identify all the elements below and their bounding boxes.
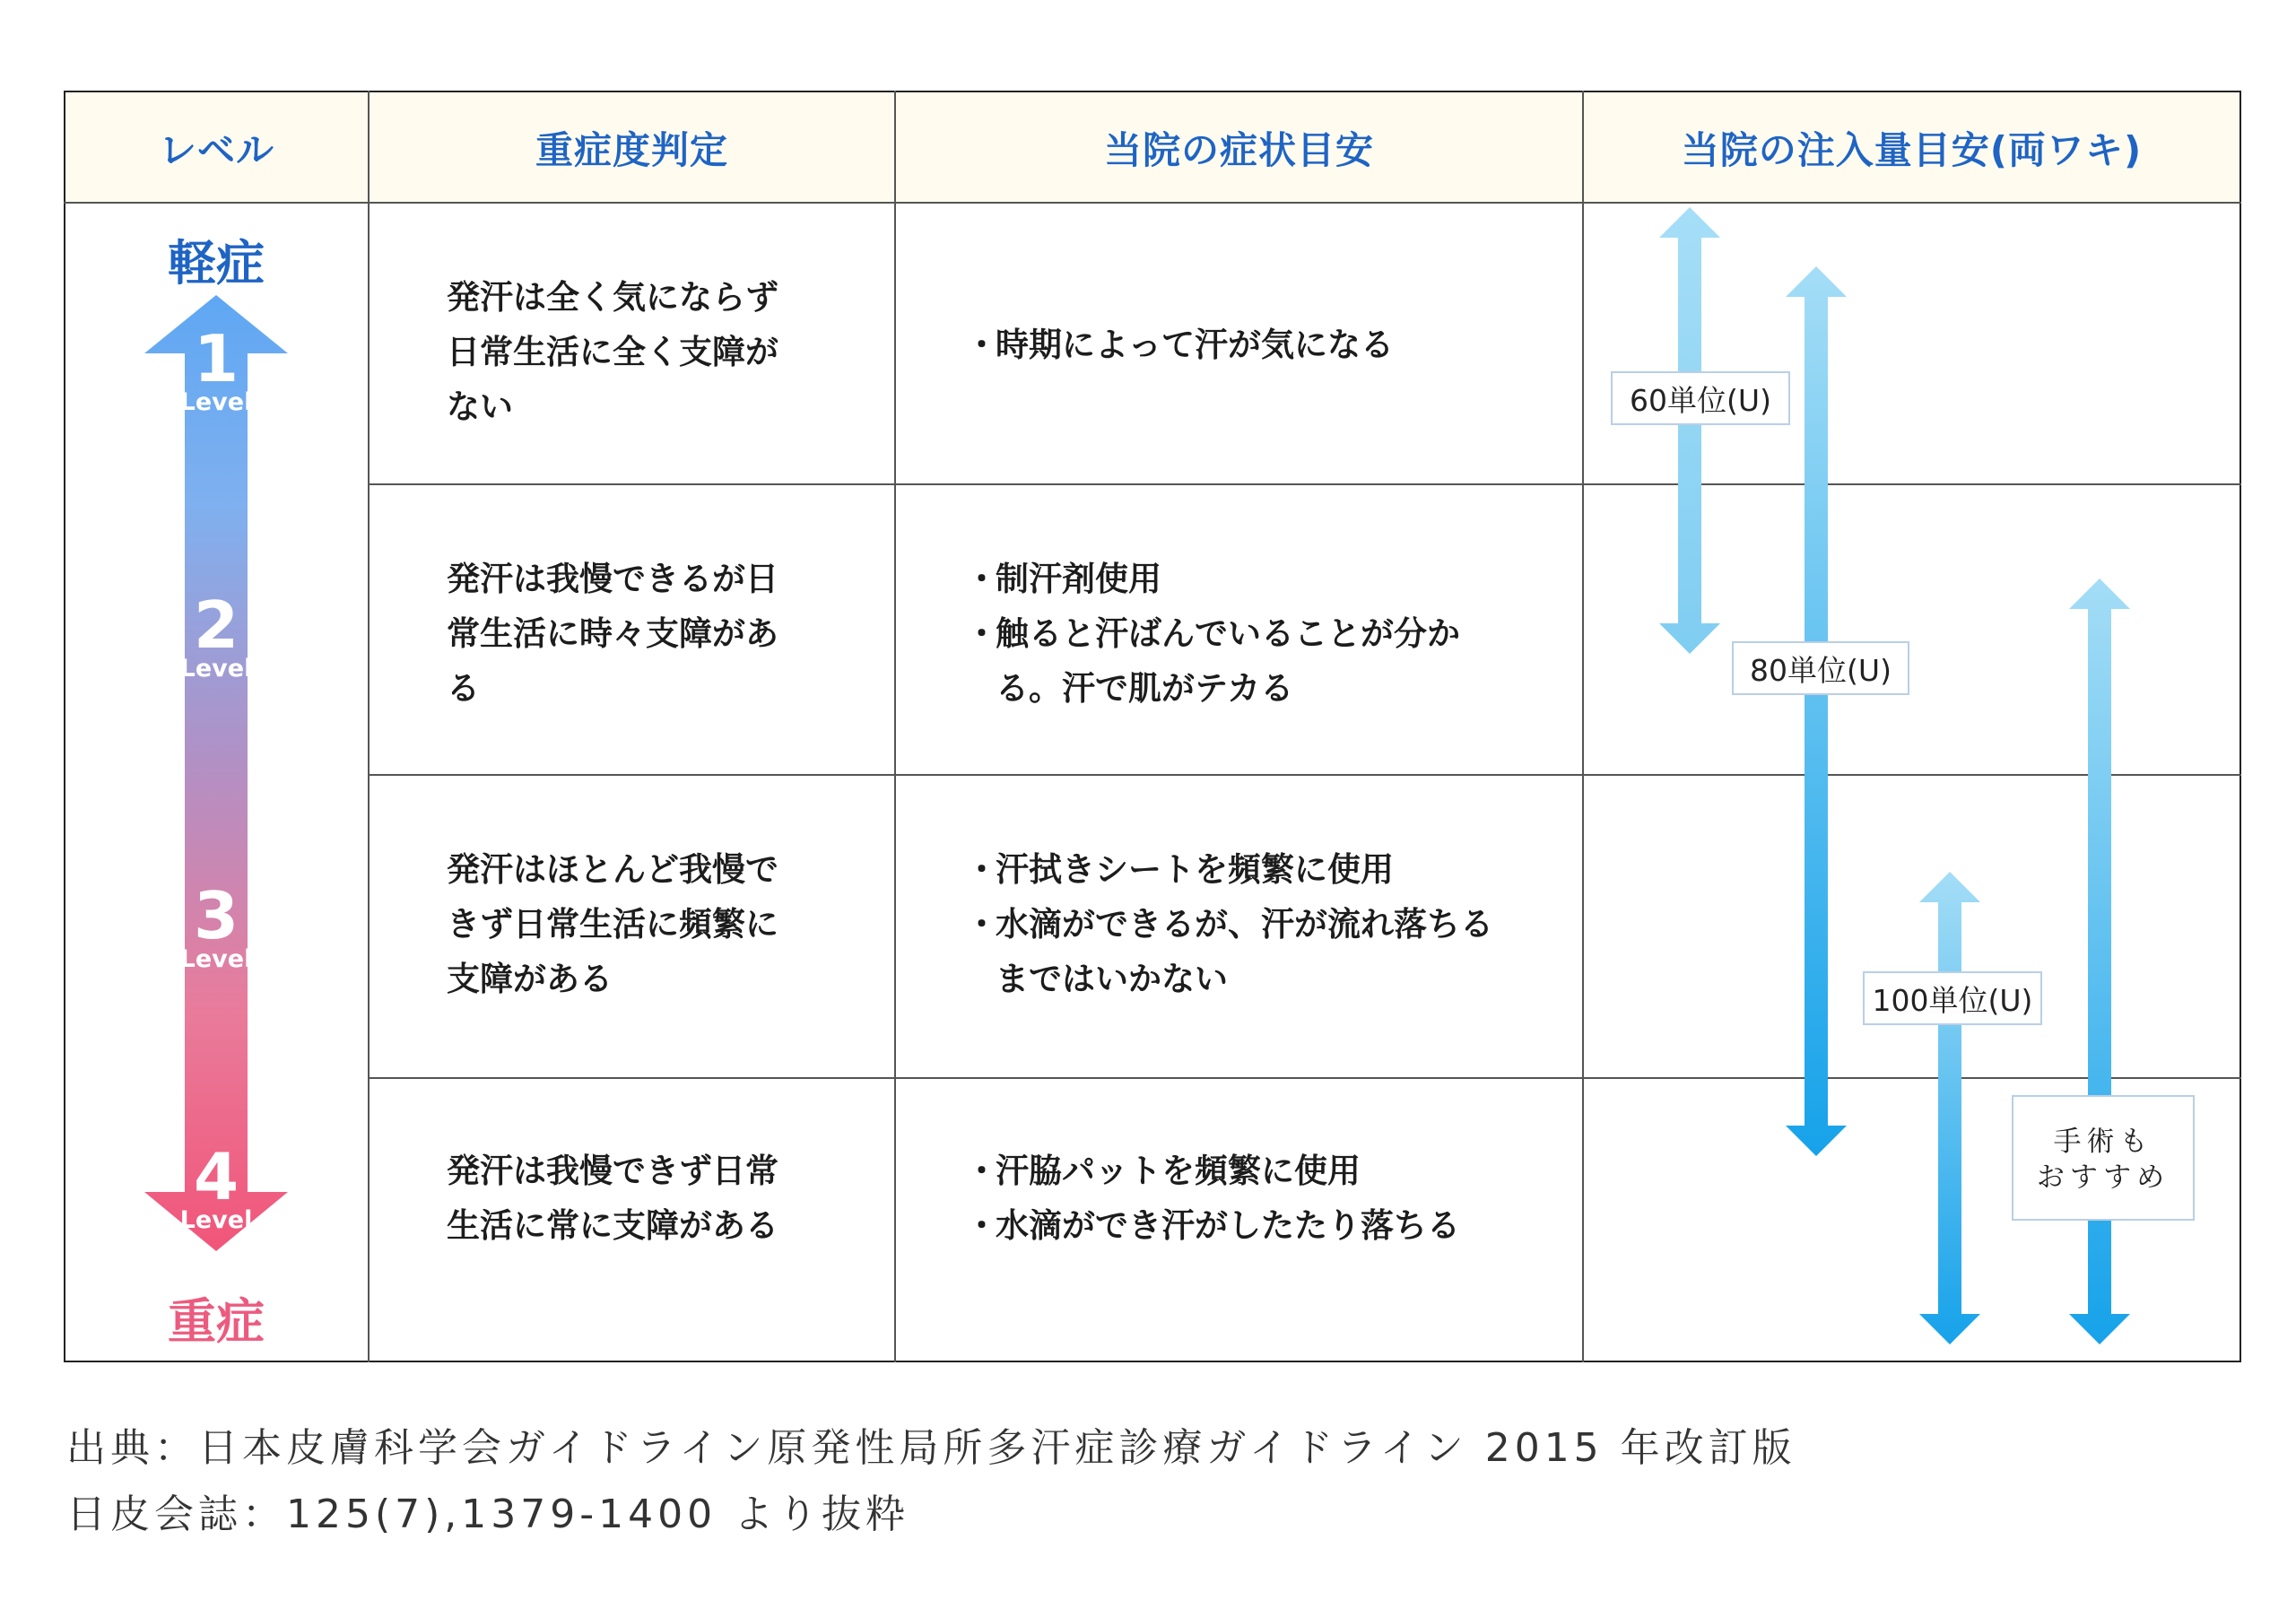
symptom-item [965, 1144, 1460, 1198]
symptoms-row-4 [965, 1144, 1460, 1253]
header-level: レベル [158, 128, 274, 172]
severity-row-4: 発汗は我慢できず日常 生活に常に支障がある [447, 1152, 778, 1245]
level-4-label: Level [179, 1206, 253, 1234]
column-divider [368, 91, 370, 1362]
bullet-dot: ・ [965, 905, 998, 944]
symptom-item [965, 1198, 1460, 1253]
dose-arrow-60 [1659, 207, 1720, 654]
symptom-text: 時期によって汗が気になる [996, 326, 1394, 364]
symptoms-row-3 [965, 842, 1493, 1006]
dose-arrow-surgery [2069, 578, 2130, 1344]
header-symptoms: 当院の症状目安 [1103, 128, 1374, 172]
header-severity: 重症度判定 [535, 128, 728, 172]
level-3-label: Level [179, 945, 253, 973]
level-1-number: 1 [193, 321, 239, 396]
level-3-number: 3 [193, 878, 239, 953]
severity-row-2: 発汗は我慢できるが日 常生活に時々支障があ る [447, 560, 778, 708]
severity-row-1: 発汗は全く気にならず 日常生活に全く支障が ない [447, 278, 778, 426]
symptom-text: 水滴ができるが、汗が流れ落ちる まではいかない [996, 905, 1493, 998]
symptom-text: 汗脇パットを頻繁に使用 [996, 1152, 1361, 1190]
surgery-note [2012, 1095, 2195, 1221]
level-1-label: Level [179, 388, 253, 416]
dose-label-60: 60単位(U) [1611, 371, 1790, 425]
symptom-item [965, 317, 1394, 372]
level-4-number: 4 [193, 1139, 239, 1214]
dose-label-80: 80単位(U) [1732, 641, 1909, 695]
severity-row-3: 発汗はほとんど我慢で きず日常生活に頻繁に 支障がある [447, 850, 778, 998]
severity-table [64, 91, 2241, 1362]
symptom-text: 触ると汗ばんでいることが分か る。汗で肌がテカる [996, 614, 1460, 708]
source-citation-line-1: 出典：日本皮膚科学会ガイドライン原発性局所多汗症診療ガイドライン 2015 年改訂版 [66, 1425, 1796, 1471]
symptoms-row-2 [965, 552, 1460, 716]
dose-label-100: 100単位(U) [1863, 971, 2042, 1025]
level-2-label: Level [179, 655, 253, 683]
dose-arrow-100 [1919, 872, 1980, 1344]
level-2-number: 2 [193, 587, 239, 663]
severity-scale-arrow [135, 295, 297, 1273]
mild-label: 軽症 [168, 235, 265, 291]
bullet-dot: ・ [965, 1152, 998, 1190]
symptom-item [965, 606, 1460, 716]
symptom-item [965, 552, 1460, 606]
symptom-item [965, 842, 1493, 897]
symptom-item [965, 897, 1493, 1006]
symptoms-row-1 [965, 317, 1394, 372]
bullet-dot: ・ [965, 560, 998, 598]
surgery-note-line-1: 手術も [2053, 1126, 2153, 1158]
bullet-dot: ・ [965, 326, 998, 364]
symptom-text: 制汗剤使用 [996, 560, 1161, 598]
source-citation-line-2: 日皮会誌：125(7),1379-1400 より抜粋 [66, 1492, 910, 1537]
symptom-text: 水滴ができ汗がしたたり落ちる [996, 1206, 1460, 1245]
header-dose: 当院の注入量目安(両ワキ) [1681, 128, 2143, 172]
symptom-text: 汗拭きシートを頻繁に使用 [996, 850, 1394, 889]
bullet-dot: ・ [965, 1206, 998, 1245]
severe-label: 重症 [168, 1293, 265, 1350]
bullet-dot: ・ [965, 850, 998, 889]
dose-arrow-80 [1786, 266, 1847, 1156]
bullet-dot: ・ [965, 614, 998, 653]
column-divider [894, 91, 896, 1362]
surgery-note-line-2: おすすめ [2036, 1161, 2170, 1194]
